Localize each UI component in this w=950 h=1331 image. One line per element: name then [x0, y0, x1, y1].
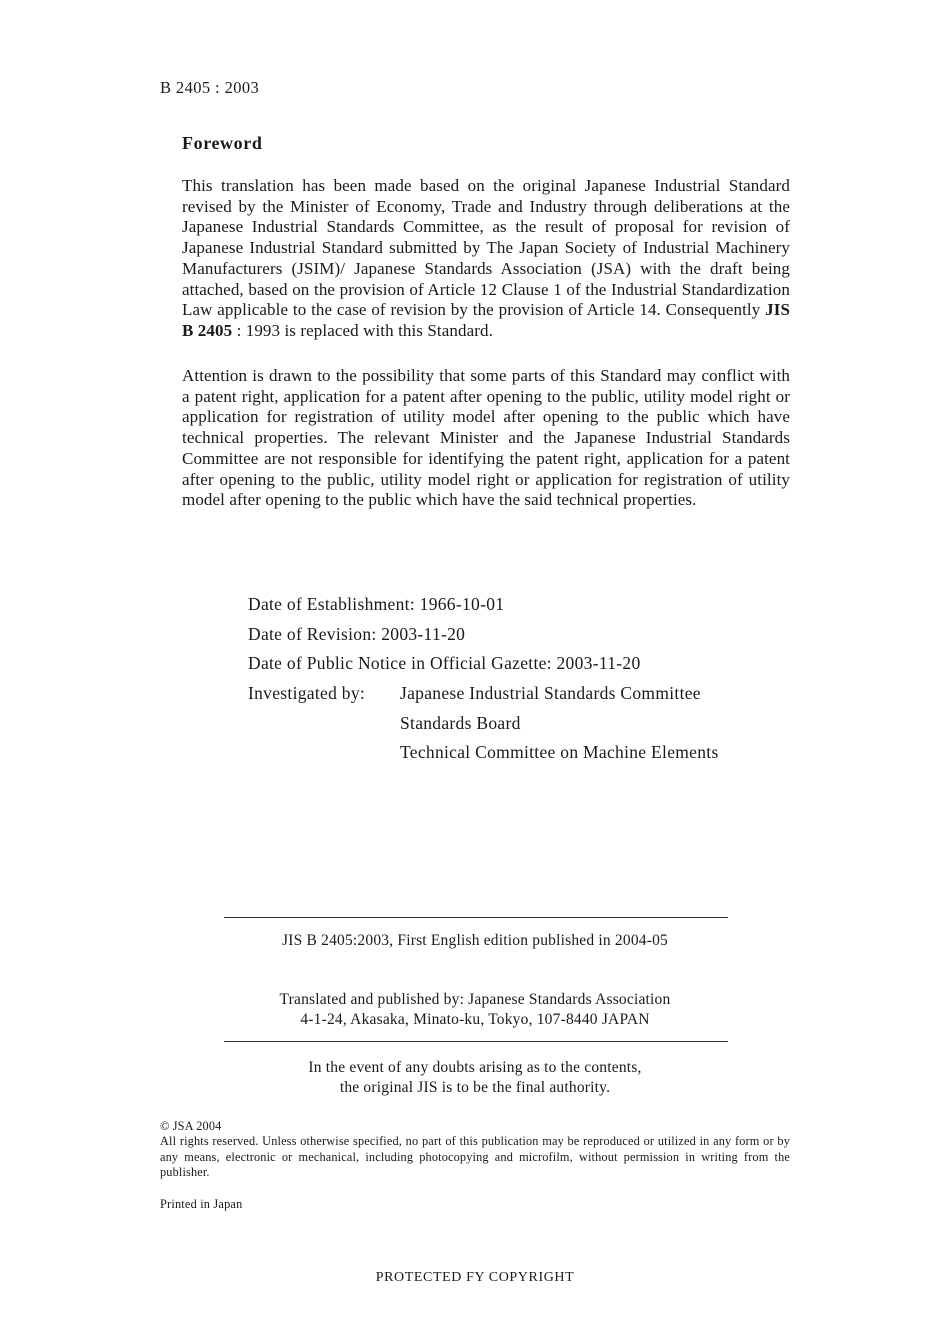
foreword-paragraph-1-text: This translation has been made based on the original Japanese Industrial Standard revised by the Minister of Economy, Trade and Industry through deliberations at the Japanese Industrial Standards Committee, as the result of proposal for revision of Japanese Industrial Standard submitted by The Japan Society of Industrial Machinery Manufacturers (JSIM)/ Japanese Standards Association (JSA) with the draft being attached, based on the provision of Article 12 Clause 1 of the Industrial Standardization Law applicable to the case of revision by the provision of Article 14. Consequently: [182, 176, 790, 320]
foreword-paragraph-2: Attention is drawn to the possibility that some parts of this Standard may conflict with a patent right, application for a patent after opening to the public, utility model right or application for registration of utility model after opening to the public which have technical properties. The relevant Minister and the Japanese Industrial Standards Committee are not responsible for identifying the patent right, application for a patent after opening to the public, utility model right or application for registration of utility model after opening to the public which have the said technical properties.: [182, 366, 790, 510]
date-of-establishment: Date of Establishment: 1966-10-01: [248, 594, 505, 614]
protected-footer: PROTECTED FY COPYRIGHT: [375, 1270, 575, 1285]
investigated-by: [248, 679, 719, 763]
committee-line: Japanese Industrial Standards Committee: [400, 683, 701, 704]
copyright-notice: All rights reserved. Unless otherwise specified, no part of this publication may be reproduced or utilized in any form or by any means, electronic or mechanical, including photocopying and microfilm, without permission in writing from the publisher.: [160, 1134, 790, 1179]
standard-reference: JIS B 2405: [182, 300, 791, 340]
committee-line: Standards Board: [400, 712, 521, 733]
committee-line: Technical Committee on Machine Elements: [400, 742, 719, 763]
authority-note-line: In the event of any doubts arising as to the contents,: [308, 1059, 642, 1076]
authority-note-line: the original JIS is to be the final authority.: [339, 1079, 611, 1096]
authority-note: [0, 1058, 950, 1098]
divider-rule: [224, 1041, 728, 1042]
date-of-revision: Date of Revision: 2003-11-20: [248, 623, 466, 644]
date-of-public-notice: Date of Public Notice in Official Gazette: 2003-11-20: [248, 653, 641, 674]
foreword-paragraph-1: [182, 176, 790, 342]
copyright-block: [160, 1119, 790, 1180]
investigated-by-label: Investigated by:: [248, 683, 366, 704]
dates-block: [248, 590, 719, 763]
copyright-owner: © JSA 2004: [160, 1119, 222, 1133]
translation-publisher: Translated and published by: Japanese Standards Association: [279, 991, 671, 1008]
edition-note: JIS B 2405:2003, First English edition published in 2004-05: [282, 932, 668, 949]
printed-in: Printed in Japan: [160, 1197, 243, 1211]
divider-rule: [224, 917, 728, 918]
foreword-paragraph-1-end: : 1993 is replaced with this Standard.: [236, 320, 493, 340]
document-number: B 2405 : 2003: [160, 78, 260, 97]
translation-note: [0, 990, 950, 1030]
publisher-address: 4-1-24, Akasaka, Minato-ku, Tokyo, 107-8440 JAPAN: [300, 1011, 650, 1028]
investigated-by-committees: [400, 679, 719, 768]
foreword-heading: Foreword: [182, 133, 263, 153]
